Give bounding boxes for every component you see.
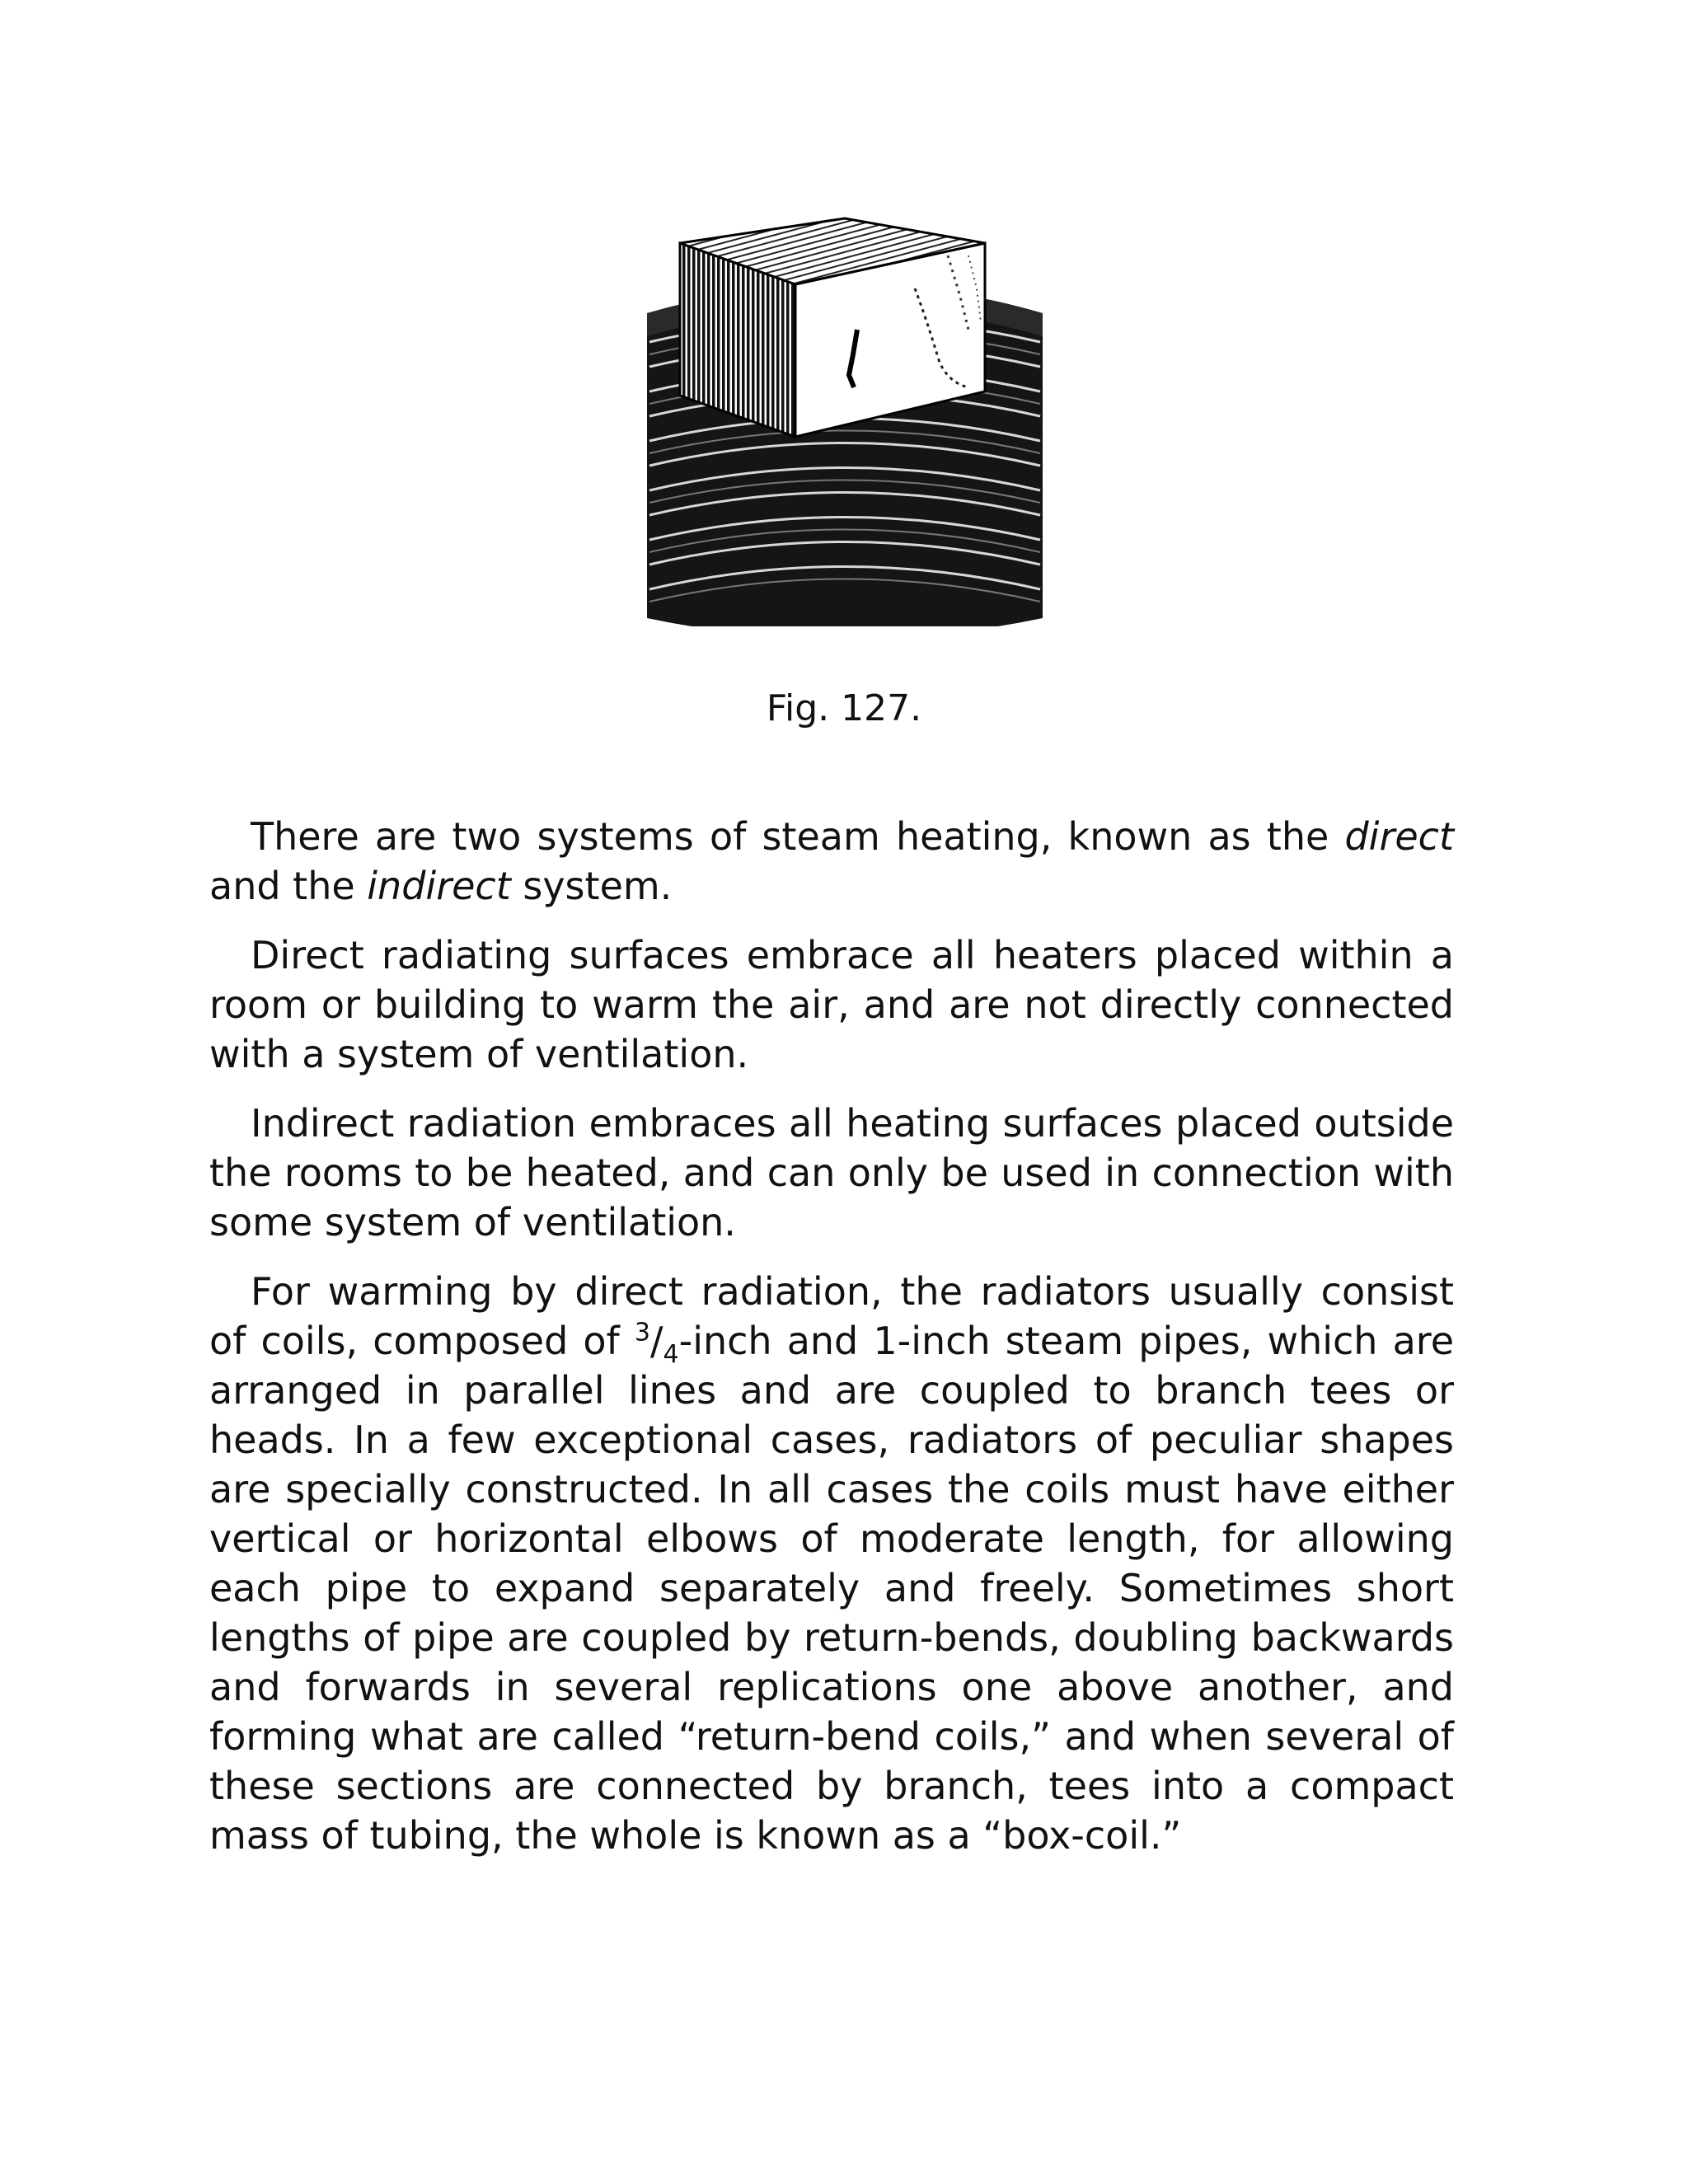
paragraph-radiators — [209, 1267, 1454, 1860]
paragraph-systems — [209, 812, 1454, 911]
paragraph-direct-radiation: Direct radiating surfaces embrace all heaters placed within a room or building to warm the air, and are not directly connected with a system of ventilation. — [209, 933, 1454, 1076]
threaded-pipe-plug-illustration — [643, 198, 1047, 626]
paragraph-indirect-radiation: Indirect radiation embraces all heating surfaces placed outside the rooms to be heated, and can only be used in connection with some system of ventilation. — [209, 1101, 1454, 1244]
figure-caption: Fig. 127. — [766, 687, 922, 729]
text-segment: For warming by direct radiation, the radiators usually consist of coils, composed of — [209, 1269, 1454, 1363]
fraction-slash: / — [650, 1319, 663, 1363]
body-text — [209, 812, 1454, 1880]
fraction-numerator: 3 — [634, 1318, 650, 1347]
emphasis-direct: direct — [1344, 814, 1454, 859]
text-segment: There are two systems of steam heating, known as the — [251, 814, 1345, 859]
figure — [0, 198, 1688, 643]
emphasis-indirect: indirect — [367, 864, 511, 908]
text-segment: system. — [510, 864, 673, 908]
text-segment: -inch and 1-inch steam pipes, which are arranged in parallel lines and are coupled to branch tees or heads. In a few exceptional cases, radiators of peculiar shapes are specially constructed. In all cases the coils must have either vertical or horizontal elbows of moderate length, for allowing each pipe to expand separately and freely. Sometimes short lengths of pipe are coupled by return-bends, doubling backwards and forwards in several replications one above another, and forming what are called “return-bend coils,” and when several of these sections are connected by branch, tees into a compact mass of tubing, the whole is known as a “box-coil.” — [209, 1319, 1454, 1858]
text-segment: and the — [209, 864, 368, 908]
fraction-denominator: 4 — [663, 1340, 679, 1370]
